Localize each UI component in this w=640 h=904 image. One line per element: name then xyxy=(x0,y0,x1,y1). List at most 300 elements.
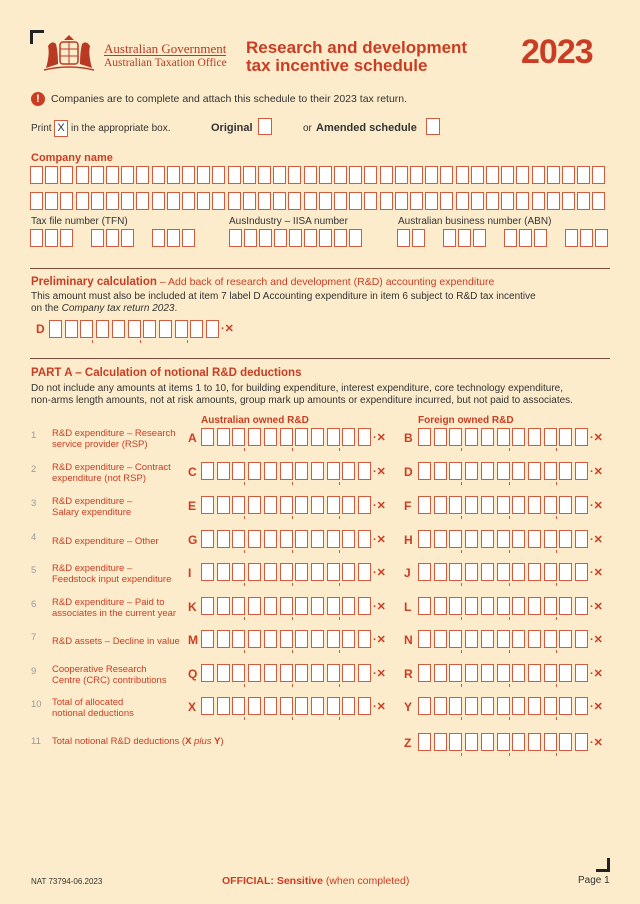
char-box[interactable] xyxy=(544,733,557,751)
char-box[interactable] xyxy=(575,563,588,581)
char-box[interactable] xyxy=(167,192,180,210)
char-box[interactable] xyxy=(471,166,484,184)
char-box[interactable] xyxy=(232,428,245,446)
char-box[interactable] xyxy=(544,697,557,715)
char-box[interactable] xyxy=(465,462,478,480)
char-box[interactable] xyxy=(497,563,510,581)
amount-input-R[interactable] xyxy=(418,664,590,684)
char-box[interactable] xyxy=(562,192,575,210)
tfn-group-1[interactable] xyxy=(30,229,76,249)
char-box[interactable] xyxy=(592,192,605,210)
char-box[interactable] xyxy=(232,563,245,581)
char-box[interactable] xyxy=(358,664,371,682)
iisa-number-input[interactable] xyxy=(229,229,365,249)
char-box[interactable] xyxy=(559,428,572,446)
char-box[interactable] xyxy=(152,229,165,247)
char-box[interactable] xyxy=(201,597,214,615)
char-box[interactable] xyxy=(465,496,478,514)
char-box[interactable] xyxy=(217,664,230,682)
char-box[interactable] xyxy=(497,697,510,715)
char-box[interactable] xyxy=(528,530,541,548)
char-box[interactable] xyxy=(449,428,462,446)
char-box[interactable] xyxy=(248,597,261,615)
amended-checkbox[interactable] xyxy=(426,118,440,135)
abn-group-4[interactable] xyxy=(565,229,611,249)
char-box[interactable] xyxy=(201,530,214,548)
char-box[interactable] xyxy=(349,229,362,247)
amount-input-Q[interactable] xyxy=(201,664,373,684)
char-box[interactable] xyxy=(481,530,494,548)
char-box[interactable] xyxy=(259,229,272,247)
char-box[interactable] xyxy=(481,630,494,648)
char-box[interactable] xyxy=(364,166,377,184)
char-box[interactable] xyxy=(167,229,180,247)
char-box[interactable] xyxy=(311,462,324,480)
char-box[interactable] xyxy=(544,462,557,480)
char-box[interactable] xyxy=(349,166,362,184)
char-box[interactable] xyxy=(434,664,447,682)
tfn-group-3[interactable] xyxy=(152,229,198,249)
char-box[interactable] xyxy=(575,597,588,615)
char-box[interactable] xyxy=(559,496,572,514)
char-box[interactable] xyxy=(395,192,408,210)
char-box[interactable] xyxy=(295,597,308,615)
char-box[interactable] xyxy=(201,462,214,480)
abn-group-1[interactable] xyxy=(397,229,428,249)
char-box[interactable] xyxy=(80,320,93,338)
char-box[interactable] xyxy=(481,597,494,615)
char-box[interactable] xyxy=(273,192,286,210)
char-box[interactable] xyxy=(358,428,371,446)
char-box[interactable] xyxy=(516,166,529,184)
char-box[interactable] xyxy=(481,563,494,581)
char-box[interactable] xyxy=(288,192,301,210)
char-box[interactable] xyxy=(418,664,431,682)
char-box[interactable] xyxy=(248,697,261,715)
char-box[interactable] xyxy=(544,597,557,615)
char-box[interactable] xyxy=(559,664,572,682)
char-box[interactable] xyxy=(342,496,355,514)
char-box[interactable] xyxy=(559,630,572,648)
char-box[interactable] xyxy=(201,428,214,446)
char-box[interactable] xyxy=(497,462,510,480)
char-box[interactable] xyxy=(465,563,478,581)
char-box[interactable] xyxy=(334,166,347,184)
char-box[interactable] xyxy=(280,462,293,480)
char-box[interactable] xyxy=(516,192,529,210)
char-box[interactable] xyxy=(258,192,271,210)
char-box[interactable] xyxy=(232,462,245,480)
char-box[interactable] xyxy=(334,229,347,247)
char-box[interactable] xyxy=(280,630,293,648)
char-box[interactable] xyxy=(228,192,241,210)
char-box[interactable] xyxy=(319,192,332,210)
char-box[interactable] xyxy=(418,462,431,480)
amount-input-H[interactable] xyxy=(418,530,590,550)
char-box[interactable] xyxy=(528,462,541,480)
char-box[interactable] xyxy=(288,166,301,184)
char-box[interactable] xyxy=(295,462,308,480)
char-box[interactable] xyxy=(248,462,261,480)
char-box[interactable] xyxy=(60,192,73,210)
company-name-line2[interactable] xyxy=(30,192,610,212)
char-box[interactable] xyxy=(311,563,324,581)
char-box[interactable] xyxy=(121,192,134,210)
char-box[interactable] xyxy=(465,530,478,548)
char-box[interactable] xyxy=(311,630,324,648)
char-box[interactable] xyxy=(91,192,104,210)
char-box[interactable] xyxy=(311,597,324,615)
char-box[interactable] xyxy=(264,563,277,581)
char-box[interactable] xyxy=(152,166,165,184)
char-box[interactable] xyxy=(449,597,462,615)
char-box[interactable] xyxy=(565,229,578,247)
char-box[interactable] xyxy=(559,597,572,615)
char-box[interactable] xyxy=(497,733,510,751)
char-box[interactable] xyxy=(159,320,172,338)
char-box[interactable] xyxy=(465,630,478,648)
char-box[interactable] xyxy=(481,462,494,480)
char-box[interactable] xyxy=(342,428,355,446)
char-box[interactable] xyxy=(30,229,43,247)
char-box[interactable] xyxy=(358,630,371,648)
char-box[interactable] xyxy=(342,630,355,648)
char-box[interactable] xyxy=(497,597,510,615)
char-box[interactable] xyxy=(364,192,377,210)
char-box[interactable] xyxy=(342,664,355,682)
char-box[interactable] xyxy=(197,192,210,210)
char-box[interactable] xyxy=(497,496,510,514)
char-box[interactable] xyxy=(425,192,438,210)
char-box[interactable] xyxy=(112,320,125,338)
char-box[interactable] xyxy=(319,166,332,184)
char-box[interactable] xyxy=(418,630,431,648)
char-box[interactable] xyxy=(410,166,423,184)
char-box[interactable] xyxy=(501,166,514,184)
char-box[interactable] xyxy=(418,597,431,615)
char-box[interactable] xyxy=(512,428,525,446)
amount-input-A[interactable] xyxy=(201,428,373,448)
char-box[interactable] xyxy=(434,733,447,751)
char-box[interactable] xyxy=(45,229,58,247)
char-box[interactable] xyxy=(465,697,478,715)
char-box[interactable] xyxy=(512,733,525,751)
char-box[interactable] xyxy=(280,697,293,715)
char-box[interactable] xyxy=(264,697,277,715)
char-box[interactable] xyxy=(595,229,608,247)
char-box[interactable] xyxy=(501,192,514,210)
char-box[interactable] xyxy=(547,166,560,184)
char-box[interactable] xyxy=(449,530,462,548)
char-box[interactable] xyxy=(465,733,478,751)
char-box[interactable] xyxy=(319,229,332,247)
char-box[interactable] xyxy=(465,597,478,615)
char-box[interactable] xyxy=(434,462,447,480)
char-box[interactable] xyxy=(311,697,324,715)
char-box[interactable] xyxy=(497,428,510,446)
char-box[interactable] xyxy=(512,563,525,581)
char-box[interactable] xyxy=(136,166,149,184)
char-box[interactable] xyxy=(486,192,499,210)
char-box[interactable] xyxy=(443,229,456,247)
amount-input-E[interactable] xyxy=(201,496,373,516)
amount-input-M[interactable] xyxy=(201,630,373,650)
char-box[interactable] xyxy=(76,166,89,184)
char-box[interactable] xyxy=(217,563,230,581)
char-box[interactable] xyxy=(201,697,214,715)
amount-input-L[interactable] xyxy=(418,597,590,617)
char-box[interactable] xyxy=(327,530,340,548)
char-box[interactable] xyxy=(264,597,277,615)
char-box[interactable] xyxy=(575,733,588,751)
char-box[interactable] xyxy=(512,530,525,548)
amount-input-D[interactable] xyxy=(418,462,590,482)
char-box[interactable] xyxy=(473,229,486,247)
char-box[interactable] xyxy=(544,530,557,548)
char-box[interactable] xyxy=(528,664,541,682)
char-box[interactable] xyxy=(528,697,541,715)
char-box[interactable] xyxy=(358,496,371,514)
amount-input-J[interactable] xyxy=(418,563,590,583)
char-box[interactable] xyxy=(248,630,261,648)
char-box[interactable] xyxy=(532,192,545,210)
char-box[interactable] xyxy=(327,697,340,715)
char-box[interactable] xyxy=(248,563,261,581)
char-box[interactable] xyxy=(212,166,225,184)
char-box[interactable] xyxy=(206,320,219,338)
char-box[interactable] xyxy=(544,428,557,446)
char-box[interactable] xyxy=(106,192,119,210)
char-box[interactable] xyxy=(575,664,588,682)
char-box[interactable] xyxy=(559,733,572,751)
char-box[interactable] xyxy=(106,166,119,184)
char-box[interactable] xyxy=(232,496,245,514)
amount-input-C[interactable] xyxy=(201,462,373,482)
char-box[interactable] xyxy=(295,630,308,648)
char-box[interactable] xyxy=(575,428,588,446)
char-box[interactable] xyxy=(481,664,494,682)
char-box[interactable] xyxy=(217,597,230,615)
char-box[interactable] xyxy=(358,597,371,615)
char-box[interactable] xyxy=(580,229,593,247)
char-box[interactable] xyxy=(201,496,214,514)
char-box[interactable] xyxy=(232,630,245,648)
char-box[interactable] xyxy=(410,192,423,210)
char-box[interactable] xyxy=(528,733,541,751)
char-box[interactable] xyxy=(486,166,499,184)
char-box[interactable] xyxy=(528,428,541,446)
char-box[interactable] xyxy=(128,320,141,338)
preliminary-amount-input[interactable] xyxy=(49,320,221,340)
char-box[interactable] xyxy=(91,166,104,184)
char-box[interactable] xyxy=(342,563,355,581)
char-box[interactable] xyxy=(295,428,308,446)
char-box[interactable] xyxy=(264,428,277,446)
char-box[interactable] xyxy=(559,462,572,480)
char-box[interactable] xyxy=(397,229,410,247)
char-box[interactable] xyxy=(440,166,453,184)
char-box[interactable] xyxy=(497,664,510,682)
char-box[interactable] xyxy=(243,192,256,210)
char-box[interactable] xyxy=(295,664,308,682)
char-box[interactable] xyxy=(512,597,525,615)
char-box[interactable] xyxy=(575,462,588,480)
char-box[interactable] xyxy=(304,166,317,184)
char-box[interactable] xyxy=(465,664,478,682)
char-box[interactable] xyxy=(182,166,195,184)
char-box[interactable] xyxy=(45,166,58,184)
char-box[interactable] xyxy=(425,166,438,184)
char-box[interactable] xyxy=(512,630,525,648)
char-box[interactable] xyxy=(232,664,245,682)
char-box[interactable] xyxy=(217,428,230,446)
char-box[interactable] xyxy=(49,320,62,338)
char-box[interactable] xyxy=(481,428,494,446)
amount-input-G[interactable] xyxy=(201,530,373,550)
char-box[interactable] xyxy=(274,229,287,247)
char-box[interactable] xyxy=(91,229,104,247)
char-box[interactable] xyxy=(575,630,588,648)
char-box[interactable] xyxy=(280,597,293,615)
char-box[interactable] xyxy=(449,733,462,751)
char-box[interactable] xyxy=(434,697,447,715)
char-box[interactable] xyxy=(311,664,324,682)
amount-input-K[interactable] xyxy=(201,597,373,617)
char-box[interactable] xyxy=(380,192,393,210)
char-box[interactable] xyxy=(512,697,525,715)
char-box[interactable] xyxy=(327,664,340,682)
char-box[interactable] xyxy=(96,320,109,338)
amount-input-Y[interactable] xyxy=(418,697,590,717)
char-box[interactable] xyxy=(458,229,471,247)
company-name-line1[interactable] xyxy=(30,166,610,186)
char-box[interactable] xyxy=(248,496,261,514)
char-box[interactable] xyxy=(243,166,256,184)
char-box[interactable] xyxy=(449,563,462,581)
char-box[interactable] xyxy=(217,530,230,548)
char-box[interactable] xyxy=(232,530,245,548)
abn-group-3[interactable] xyxy=(504,229,550,249)
char-box[interactable] xyxy=(327,428,340,446)
char-box[interactable] xyxy=(577,192,590,210)
char-box[interactable] xyxy=(201,664,214,682)
char-box[interactable] xyxy=(280,496,293,514)
char-box[interactable] xyxy=(248,428,261,446)
char-box[interactable] xyxy=(559,530,572,548)
char-box[interactable] xyxy=(532,166,545,184)
char-box[interactable] xyxy=(244,229,257,247)
char-box[interactable] xyxy=(228,166,241,184)
char-box[interactable] xyxy=(440,192,453,210)
char-box[interactable] xyxy=(182,229,195,247)
char-box[interactable] xyxy=(342,597,355,615)
char-box[interactable] xyxy=(217,697,230,715)
char-box[interactable] xyxy=(311,496,324,514)
char-box[interactable] xyxy=(295,697,308,715)
char-box[interactable] xyxy=(504,229,517,247)
char-box[interactable] xyxy=(349,192,362,210)
amount-input-B[interactable] xyxy=(418,428,590,448)
amount-input-F[interactable] xyxy=(418,496,590,516)
char-box[interactable] xyxy=(497,630,510,648)
char-box[interactable] xyxy=(547,192,560,210)
char-box[interactable] xyxy=(60,229,73,247)
char-box[interactable] xyxy=(528,563,541,581)
char-box[interactable] xyxy=(358,530,371,548)
char-box[interactable] xyxy=(327,630,340,648)
char-box[interactable] xyxy=(232,597,245,615)
char-box[interactable] xyxy=(342,462,355,480)
char-box[interactable] xyxy=(232,697,245,715)
char-box[interactable] xyxy=(449,496,462,514)
char-box[interactable] xyxy=(358,462,371,480)
char-box[interactable] xyxy=(456,166,469,184)
char-box[interactable] xyxy=(264,462,277,480)
char-box[interactable] xyxy=(201,563,214,581)
char-box[interactable] xyxy=(264,496,277,514)
char-box[interactable] xyxy=(559,563,572,581)
char-box[interactable] xyxy=(65,320,78,338)
tfn-group-2[interactable] xyxy=(91,229,137,249)
char-box[interactable] xyxy=(280,530,293,548)
char-box[interactable] xyxy=(258,166,271,184)
char-box[interactable] xyxy=(342,697,355,715)
char-box[interactable] xyxy=(175,320,188,338)
char-box[interactable] xyxy=(465,428,478,446)
char-box[interactable] xyxy=(512,462,525,480)
char-box[interactable] xyxy=(201,630,214,648)
char-box[interactable] xyxy=(45,192,58,210)
char-box[interactable] xyxy=(167,166,180,184)
char-box[interactable] xyxy=(190,320,203,338)
abn-group-2[interactable] xyxy=(443,229,489,249)
char-box[interactable] xyxy=(575,496,588,514)
char-box[interactable] xyxy=(327,597,340,615)
char-box[interactable] xyxy=(418,428,431,446)
char-box[interactable] xyxy=(30,192,43,210)
char-box[interactable] xyxy=(456,192,469,210)
char-box[interactable] xyxy=(512,496,525,514)
char-box[interactable] xyxy=(264,530,277,548)
char-box[interactable] xyxy=(304,229,317,247)
char-box[interactable] xyxy=(217,462,230,480)
char-box[interactable] xyxy=(544,664,557,682)
char-box[interactable] xyxy=(519,229,532,247)
char-box[interactable] xyxy=(575,530,588,548)
char-box[interactable] xyxy=(449,630,462,648)
char-box[interactable] xyxy=(280,428,293,446)
char-box[interactable] xyxy=(575,697,588,715)
char-box[interactable] xyxy=(592,166,605,184)
char-box[interactable] xyxy=(217,630,230,648)
char-box[interactable] xyxy=(559,697,572,715)
char-box[interactable] xyxy=(327,563,340,581)
char-box[interactable] xyxy=(534,229,547,247)
char-box[interactable] xyxy=(481,697,494,715)
char-box[interactable] xyxy=(395,166,408,184)
char-box[interactable] xyxy=(197,166,210,184)
char-box[interactable] xyxy=(358,697,371,715)
char-box[interactable] xyxy=(471,192,484,210)
char-box[interactable] xyxy=(121,229,134,247)
char-box[interactable] xyxy=(434,530,447,548)
char-box[interactable] xyxy=(481,733,494,751)
char-box[interactable] xyxy=(449,664,462,682)
char-box[interactable] xyxy=(434,428,447,446)
char-box[interactable] xyxy=(418,496,431,514)
char-box[interactable] xyxy=(358,563,371,581)
char-box[interactable] xyxy=(562,166,575,184)
